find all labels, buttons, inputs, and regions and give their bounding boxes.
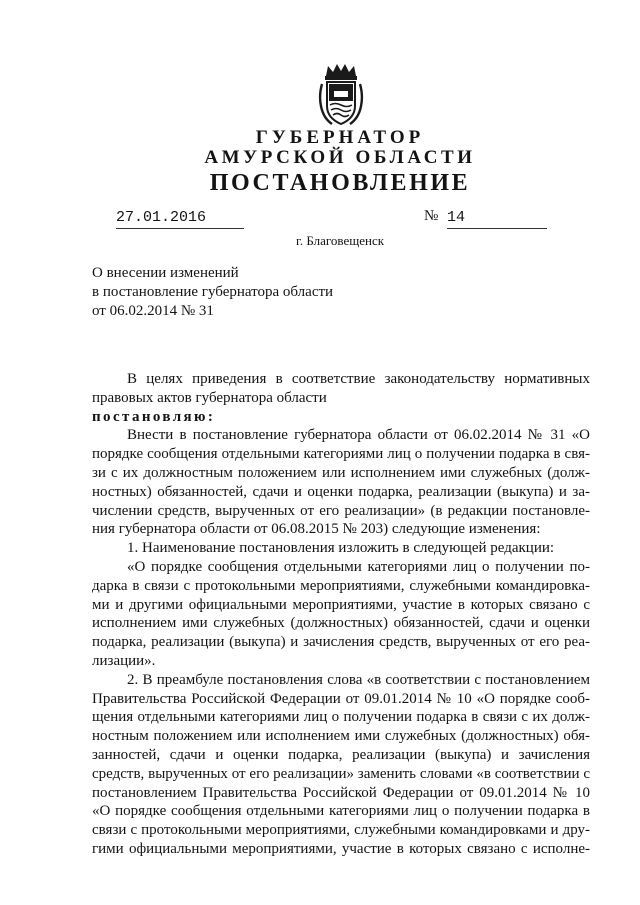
subject-line: О внесении изменений xyxy=(92,265,239,281)
body-line: ния губернатора области от 06.08.2015 № 203) следующие изменения: xyxy=(92,521,541,538)
body-line: 1. Наименование постановления изложить в следующей редакции: xyxy=(127,540,555,557)
body-line: подарка, реализации (выкупа) и зачисления средств, вырученных от его реа- xyxy=(92,634,590,651)
body-line: гими официальными мероприятиями, участие в которых связано с исполне- xyxy=(92,840,590,857)
subject-line: от 06.02.2014 № 31 xyxy=(92,303,214,319)
subject-line: в постановление губернатора области xyxy=(92,284,334,300)
region-heading: АМУРСКОЙ ОБЛАСТИ xyxy=(204,147,476,168)
body-line: щения отдельными категориями лиц о получении подарка в связи с их долж- xyxy=(92,709,590,726)
body-line: дарка в связи с протокольными мероприятиями, служебными командировка- xyxy=(92,577,590,594)
decree-keyword: постановляю: xyxy=(92,408,216,425)
body-line: лизации». xyxy=(92,652,156,669)
body-line: ностных) обязанностей, сдачи и оценки подарка, реализации (выкупа) и за- xyxy=(92,483,590,500)
body-line: «О порядке сообщения отдельными категориями лиц о получении по- xyxy=(127,558,590,575)
city-label: г. Благовещенск xyxy=(296,233,385,248)
body-line: Правительства Российской Федерации от 09.01.2014 № 10 «О порядке сооб- xyxy=(92,690,590,707)
body-line: занностей, сдачи и оценки подарка, реализации (выкупа) и зачисления xyxy=(92,746,590,763)
body-line: 2. В преамбуле постановления слова «в соответствии с постановлением xyxy=(127,671,590,688)
document-type-title: ПОСТАНОВЛЕНИЕ xyxy=(209,170,471,196)
body-line: ностным положением или исполнением ими служебных (должностных) обя- xyxy=(92,728,590,745)
body-line: порядке сообщения отдельными категориями лиц о получении подарка в свя- xyxy=(92,446,590,463)
body-line: зи с их должностным положением или исполнением ими служебных (долж- xyxy=(92,464,590,481)
amur-region-coat-of-arms-icon xyxy=(318,62,364,128)
body-line: средств, вырученных от его реализации» заменить словами «в соответствии с xyxy=(92,765,590,782)
body-line: ми и другими официальными мероприятиями, участие в которых связано с xyxy=(92,596,590,613)
number-sign: № xyxy=(424,208,439,224)
document-subject xyxy=(92,264,333,321)
body-line: исполнением ими служебных (должностных) обязанностей, сдачи и оценки xyxy=(92,615,590,632)
governor-heading: ГУБЕРНАТОР xyxy=(255,127,425,148)
body-line: постановлением Правительства Российской Федерации от 09.01.2014 № 10 xyxy=(92,784,590,801)
body-line: числении средств, вырученных от его реализации» (в редакции постановле- xyxy=(92,502,590,519)
document-date: 27.01.2016 xyxy=(116,209,244,229)
body-line: правовых актов губернатора области xyxy=(92,389,327,406)
document-number: 14 xyxy=(447,209,547,229)
body-line: «О порядке сообщения отдельными категориями лиц о получении подарка в xyxy=(92,803,590,820)
body-line: Внести в постановление губернатора области от 06.02.2014 № 31 «О xyxy=(127,427,590,444)
document-body xyxy=(92,370,590,859)
body-line: В целях приведения в соответствие законодательству нормативных xyxy=(127,371,590,387)
body-line: связи с протокольными мероприятиями, служебными командировками и дру- xyxy=(92,822,590,839)
